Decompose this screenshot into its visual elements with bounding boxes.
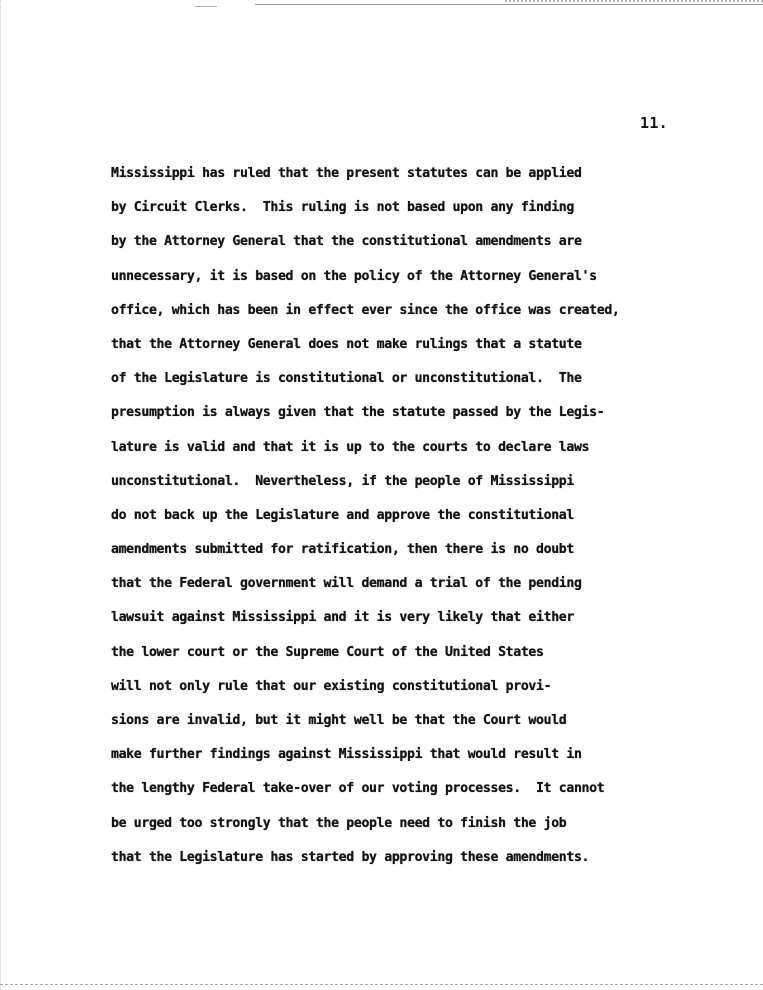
text-line: by the Attorney General that the constitutional amendments are (111, 234, 582, 250)
text-line: the lower court or the Supreme Court of the United States (111, 644, 544, 660)
text-line: amendments submitted for ratification, then there is no doubt (111, 542, 574, 558)
text-line: office, which has been in effect ever since the office was created, (111, 302, 620, 318)
text-line: lature is valid and that it is up to the courts to declare laws (111, 439, 590, 455)
text-line: by Circuit Clerks. This ruling is not based upon any finding (111, 200, 574, 216)
text-line: unconstitutional. Nevertheless, if the people of Mississippi (111, 473, 574, 489)
text-line: lawsuit against Mississippi and it is very likely that either (111, 610, 574, 626)
scan-bottom-rule (0, 984, 763, 985)
scan-top-dots (505, 0, 763, 2)
text-line: the lengthy Federal take-over of our voting processes. It cannot (111, 781, 605, 797)
text-line: make further findings against Mississippi that would result in (111, 747, 582, 763)
scan-top-mark (195, 6, 217, 7)
scan-top-rule (255, 4, 763, 5)
text-line: of the Legislature is constitutional or unconstitutional. The (111, 371, 582, 387)
text-line: that the Legislature has started by approving these amendments. (111, 849, 590, 865)
body-paragraph (111, 162, 731, 880)
scan-edge-artifact (0, 0, 1, 990)
text-line: Mississippi has ruled that the present statutes can be applied (111, 166, 582, 181)
text-line: sions are invalid, but it might well be that the Court would (111, 713, 567, 728)
text-line: that the Federal government will demand a trial of the pending (111, 576, 582, 592)
text-line: be urged too strongly that the people need to finish the job (111, 815, 567, 831)
text-line: do not back up the Legislature and approve the constitutional (111, 507, 574, 523)
page-number: 11. (640, 114, 668, 132)
text-line: unnecessary, it is based on the policy of the Attorney General's (111, 268, 597, 284)
text-line: will not only rule that our existing constitutional provi- (111, 678, 552, 694)
text-line: that the Attorney General does not make rulings that a statute (111, 336, 582, 352)
text-line: presumption is always given that the statute passed by the Legis- (111, 405, 605, 421)
